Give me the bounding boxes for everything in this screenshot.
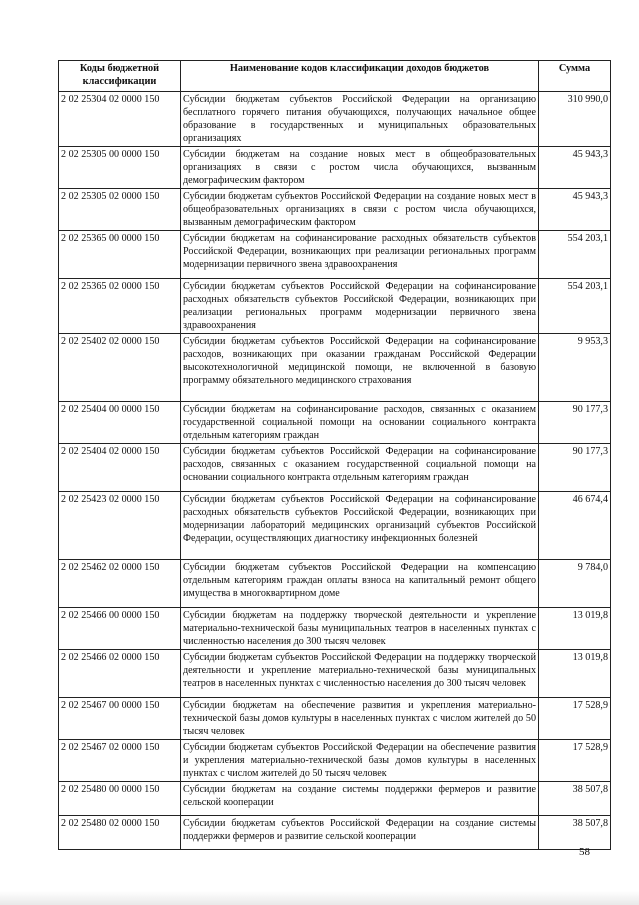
row-name: Субсидии бюджетам на софинансирование расходных обязательств субъектов Российской Федерации, возникающих при реализации региональных программ модернизации первичного звена здравоохранения — [181, 231, 539, 279]
row-name: Субсидии бюджетам на создание системы поддержки фермеров и развитие сельской кооперации — [181, 782, 539, 816]
row-sum: 38 507,8 — [539, 816, 611, 850]
row-code: 2 02 25467 02 0000 150 — [59, 740, 181, 782]
table-row — [59, 402, 611, 444]
table-row — [59, 650, 611, 698]
row-name: Субсидии бюджетам субъектов Российской Федерации на компенсацию отдельным категориям граждан оплаты взноса на капитальный ремонт общего имущества в многоквартирном доме — [181, 560, 539, 608]
page-number: 58 — [579, 846, 590, 858]
table-row — [59, 740, 611, 782]
row-sum: 9 784,0 — [539, 560, 611, 608]
row-sum: 90 177,3 — [539, 444, 611, 492]
row-sum: 13 019,8 — [539, 608, 611, 650]
table-row — [59, 608, 611, 650]
row-sum: 45 943,3 — [539, 189, 611, 231]
row-code: 2 02 25466 02 0000 150 — [59, 650, 181, 698]
table-row — [59, 189, 611, 231]
row-code: 2 02 25480 02 0000 150 — [59, 816, 181, 850]
row-code: 2 02 25305 02 0000 150 — [59, 189, 181, 231]
header-code: Коды бюджетной классификации — [59, 61, 181, 92]
table-row — [59, 782, 611, 816]
row-sum: 554 203,1 — [539, 231, 611, 279]
row-sum: 17 528,9 — [539, 740, 611, 782]
row-code: 2 02 25404 00 0000 150 — [59, 402, 181, 444]
row-code: 2 02 25402 02 0000 150 — [59, 334, 181, 402]
table-row — [59, 147, 611, 189]
row-code: 2 02 25466 00 0000 150 — [59, 608, 181, 650]
table-row — [59, 560, 611, 608]
table-header-row — [59, 61, 611, 92]
row-sum: 13 019,8 — [539, 650, 611, 698]
header-name: Наименование кодов классификации доходов бюджетов — [181, 61, 539, 92]
table-row — [59, 444, 611, 492]
row-name: Субсидии бюджетам субъектов Российской Федерации на софинансирование расходных обязательств субъектов Российской Федерации, возникающих при реализации региональных программ модернизации первичного звена здравоохранения — [181, 279, 539, 334]
row-code: 2 02 25365 00 0000 150 — [59, 231, 181, 279]
row-name: Субсидии бюджетам субъектов Российской Федерации на обеспечение развития и укрепления материально-технической базы домов культуры в населенных пунктах с числом жителей до 50 тысяч человек — [181, 740, 539, 782]
row-name: Субсидии бюджетам субъектов Российской Федерации на софинансирование расходов, возникающих при оказании гражданам Российской Федерации высокотехнологичной медицинской помощи, не включенной в базовую программу обязательного медицинского страхования — [181, 334, 539, 402]
table-row — [59, 231, 611, 279]
row-code: 2 02 25462 02 0000 150 — [59, 560, 181, 608]
row-name: Субсидии бюджетам на создание новых мест в общеобразовательных организациях в связи с ростом числа обучающихся, вызванным демографическим фактором — [181, 147, 539, 189]
row-name: Субсидии бюджетам на софинансирование расходов, связанных с оказанием государственной социальной помощи на основании социального контракта отдельным категориям граждан — [181, 402, 539, 444]
row-code: 2 02 25365 02 0000 150 — [59, 279, 181, 334]
table-row — [59, 279, 611, 334]
row-sum: 554 203,1 — [539, 279, 611, 334]
row-name: Субсидии бюджетам субъектов Российской Федерации на организацию бесплатного горячего питания обучающихся, получающих начальное общее образование в государственных и муниципальных образовательных организациях — [181, 92, 539, 147]
row-name: Субсидии бюджетам на поддержку творческой деятельности и укрепление материально-технической базы муниципальных театров в населенных пунктах с численностью населения до 300 тысяч человек — [181, 608, 539, 650]
row-sum: 46 674,4 — [539, 492, 611, 560]
table-body — [59, 92, 611, 850]
row-name: Субсидии бюджетам субъектов Российской Федерации на поддержку творческой деятельности и укрепление материально-технической базы муниципальных театров в населенных пунктах с численностью населения до 300 тысяч человек — [181, 650, 539, 698]
table-row — [59, 816, 611, 850]
row-name: Субсидии бюджетам субъектов Российской Федерации на создание системы поддержки фермеров и развитие сельской кооперации — [181, 816, 539, 850]
table-row — [59, 92, 611, 147]
row-code: 2 02 25404 02 0000 150 — [59, 444, 181, 492]
budget-classification-table — [58, 60, 611, 850]
row-sum: 45 943,3 — [539, 147, 611, 189]
header-sum: Сумма — [539, 61, 611, 92]
row-sum: 17 528,9 — [539, 698, 611, 740]
row-name: Субсидии бюджетам субъектов Российской Федерации на софинансирование расходных обязательств субъектов Российской Федерации, возникающих при модернизации лабораторий медицинских организаций субъектов Российской Федерации, осуществляющих диагностику инфекционных болезней — [181, 492, 539, 560]
row-code: 2 02 25423 02 0000 150 — [59, 492, 181, 560]
table-row — [59, 492, 611, 560]
table-row — [59, 698, 611, 740]
row-sum: 9 953,3 — [539, 334, 611, 402]
row-sum: 38 507,8 — [539, 782, 611, 816]
row-code: 2 02 25305 00 0000 150 — [59, 147, 181, 189]
row-name: Субсидии бюджетам на обеспечение развития и укрепления материально-технической базы домов культуры в населенных пунктах с числом жителей до 50 тысяч человек — [181, 698, 539, 740]
table-row — [59, 334, 611, 402]
row-sum: 90 177,3 — [539, 402, 611, 444]
row-name: Субсидии бюджетам субъектов Российской Федерации на создание новых мест в общеобразовательных организациях в связи с ростом числа обучающихся, вызванным демографическим фактором — [181, 189, 539, 231]
row-code: 2 02 25304 02 0000 150 — [59, 92, 181, 147]
scan-edge — [0, 891, 639, 905]
row-code: 2 02 25467 00 0000 150 — [59, 698, 181, 740]
row-code: 2 02 25480 00 0000 150 — [59, 782, 181, 816]
row-sum: 310 990,0 — [539, 92, 611, 147]
row-name: Субсидии бюджетам субъектов Российской Федерации на софинансирование расходов, связанных с оказанием государственной социальной помощи на основании социального контракта отдельным категориям граждан — [181, 444, 539, 492]
